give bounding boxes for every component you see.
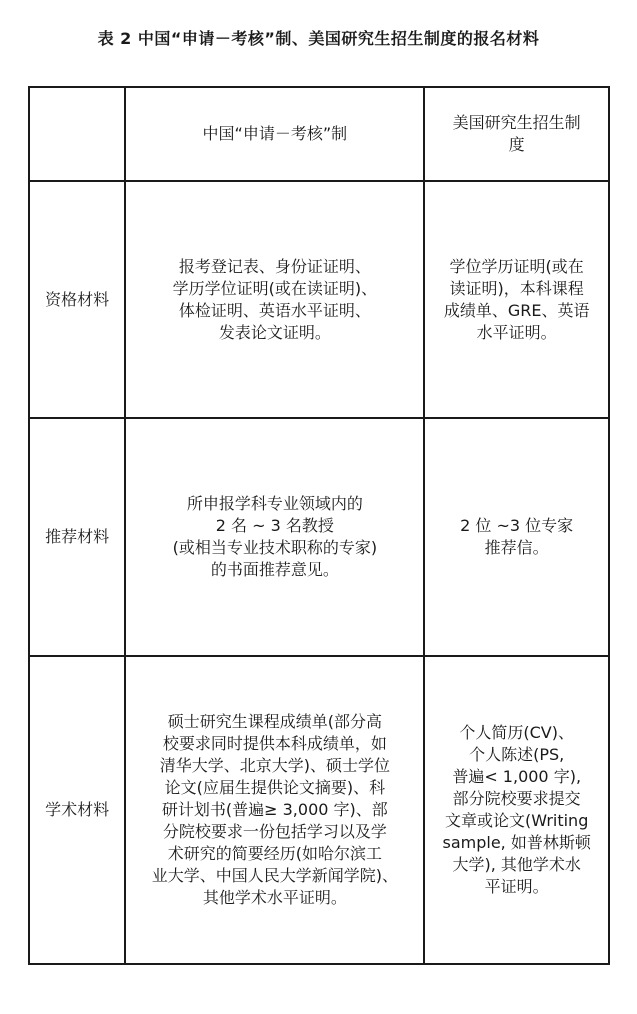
china-cell (125, 656, 424, 964)
header-corner-cell (29, 87, 125, 181)
usa-cell (424, 656, 609, 964)
table-caption: 表 2 中国“申请－考核”制、美国研究生招生制度的报名材料 (97, 29, 540, 48)
usa-cell (424, 181, 609, 418)
row-label-cell (29, 656, 125, 964)
china-qualification-text: 报考登记表、身份证证明、 学历学位证明(或在读证明)、 体检证明、英语水平证明、 发表论文证明。 (172, 256, 378, 342)
china-cell (125, 181, 424, 418)
comparison-table (28, 86, 610, 965)
header-usa-cell (424, 87, 609, 181)
china-cell (125, 418, 424, 656)
table-row (29, 181, 609, 418)
row-label-qualification: 资格材料 (45, 289, 110, 309)
china-recommendation-text: 所申报学科专业领域内的 2 名 ~ 3 名教授 (或相当专业技术职称的专家) 的书面推荐意见。 (172, 494, 378, 579)
row-label-cell (29, 181, 125, 418)
header-china-text: 中国“申请－考核”制 (202, 124, 348, 143)
header-usa-text: 美国研究生招生制 度 (452, 113, 581, 154)
table-header-row (29, 87, 609, 181)
china-academic-text: 硕士研究生课程成绩单(部分高 校要求同时提供本科成绩单，如 清华大学、北京大学)、硕士学位 论文(应届生提供论文摘要)、科 研计划书(普遍≥ 3,000 字)、部 分院校要求一份包括学习以及学 术研究的简要经历(如哈尔滨工 业大学、中国人民大学新闻学院)、 其他学术水平证明。 (151, 712, 398, 907)
usa-recommendation-text: 2 位 ~3 位专家 推荐信。 (460, 516, 574, 557)
usa-qualification-text: 学位学历证明(或在 读证明)，本科课程 成绩单、GRE、英语 水平证明。 (443, 256, 590, 342)
row-label-academic: 学术材料 (45, 800, 110, 819)
table-row (29, 656, 609, 964)
row-label-cell (29, 418, 125, 656)
usa-academic-text: 个人简历(CV)、 个人陈述(PS, 普遍< 1,000 字), 部分院校要求提交 文章或论文(Writing sample, 如普林斯顿 大学), 其他学术水 平证明。 (442, 723, 591, 896)
table-row (29, 418, 609, 656)
header-china-cell (125, 87, 424, 181)
usa-cell (424, 418, 609, 656)
row-label-recommendation: 推荐材料 (45, 527, 110, 546)
